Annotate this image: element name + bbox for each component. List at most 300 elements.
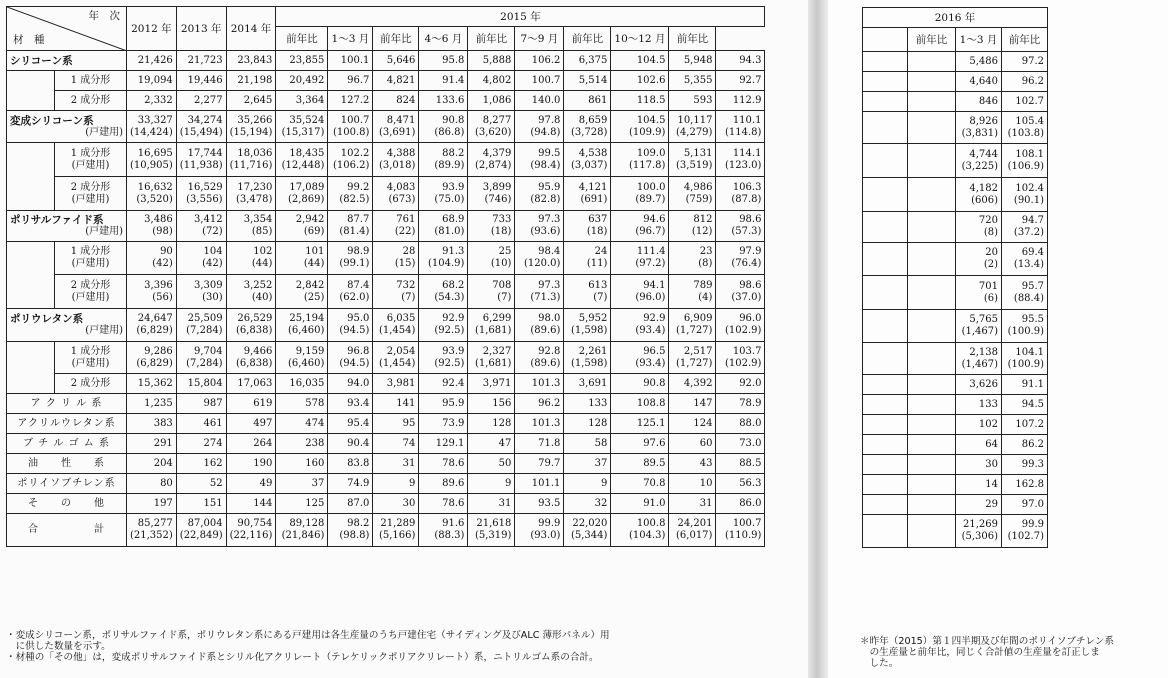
value: 94.5 — [1021, 398, 1044, 410]
value: 94.6 — [643, 214, 666, 225]
value: 23,843 — [237, 54, 273, 66]
value-cell — [328, 454, 373, 474]
value: 701 — [978, 280, 998, 292]
value: 118.5 — [636, 94, 666, 106]
value-cell — [468, 394, 515, 414]
value: 6,299 — [482, 313, 512, 324]
value: 162 — [203, 457, 223, 469]
row-label-main: 2 成分形 — [70, 377, 111, 389]
value: 2,842 — [295, 279, 325, 291]
value: 18,435 — [289, 147, 325, 159]
value: 47 — [498, 437, 512, 449]
value-cell — [515, 177, 564, 211]
value: 90.8 — [643, 377, 666, 389]
value-cell — [276, 177, 328, 211]
value-cell — [716, 342, 765, 374]
header-sub: 前年比 — [908, 28, 956, 52]
value: 17,230 — [237, 181, 273, 193]
value-cell — [176, 514, 226, 547]
table-row — [7, 494, 765, 514]
value: 10 — [699, 477, 713, 489]
table-row — [863, 72, 1048, 92]
value-cell — [373, 434, 419, 454]
row-label — [55, 342, 127, 374]
value-cell — [226, 374, 276, 394]
value: 129.1 — [435, 437, 465, 449]
value-detached: (7) — [593, 291, 608, 303]
value: 2,942 — [295, 214, 325, 225]
value-detached: (104.9) — [427, 258, 465, 269]
value: 98.9 — [347, 246, 370, 257]
value-detached: (1,727) — [676, 325, 713, 336]
value-cell — [226, 414, 276, 434]
value-cell — [328, 474, 373, 494]
value-detached: (3,620) — [474, 126, 512, 138]
value: 3,899 — [482, 181, 512, 193]
value-cell — [127, 342, 177, 374]
row-indent — [7, 275, 55, 309]
value: 593 — [693, 94, 713, 106]
value: 91.1 — [1021, 378, 1044, 390]
value: 99.3 — [1021, 458, 1044, 470]
row-label-sub: (戸建用) — [71, 258, 110, 269]
row-label: 合 計 — [7, 514, 127, 547]
value-detached: (106.2) — [332, 159, 370, 171]
value-cell — [468, 242, 515, 275]
row-label: そ の 他 — [7, 494, 127, 514]
value-cell — [1002, 415, 1048, 435]
value: 124 — [693, 417, 713, 429]
value-cell — [1002, 112, 1048, 144]
value: 97.8 — [538, 114, 561, 126]
value: 92.9 — [643, 313, 666, 324]
value-detached: (22,849) — [179, 530, 223, 541]
value: 2,645 — [243, 94, 273, 106]
value: 761 — [396, 214, 416, 225]
value: 31 — [699, 497, 713, 509]
value-cell — [515, 242, 564, 275]
value-detached: (1,454) — [378, 357, 416, 369]
value-detached: (1,727) — [676, 357, 713, 369]
value: 141 — [396, 397, 416, 409]
value-detached: (6,460) — [287, 325, 325, 336]
value-cell — [276, 494, 328, 514]
value-cell — [716, 111, 765, 143]
row-label — [7, 309, 127, 342]
value-cell — [564, 211, 611, 242]
value-detached: (22,116) — [229, 530, 273, 541]
value-cell — [328, 434, 373, 454]
value-detached: (10) — [490, 258, 512, 269]
table-row — [863, 395, 1048, 415]
value-detached: (5,344) — [570, 530, 608, 541]
value: 97.9 — [739, 246, 762, 257]
value: 23 — [699, 246, 713, 257]
blank-cell — [863, 276, 908, 310]
value-detached: (13.4) — [1013, 259, 1044, 270]
value: 91.0 — [643, 497, 666, 509]
value-cell — [276, 71, 328, 91]
value-detached: (88.3) — [434, 530, 465, 541]
value-cell — [669, 211, 716, 242]
blank-cell — [908, 178, 956, 212]
value-detached: (96.0) — [635, 291, 666, 303]
table-row — [863, 515, 1048, 548]
value-cell — [419, 51, 468, 71]
value-cell — [176, 242, 226, 275]
value: 4,744 — [969, 148, 998, 160]
header-material-label: 材 種 — [13, 34, 45, 46]
value: 96.8 — [347, 345, 370, 357]
value-cell — [373, 177, 419, 211]
table-row — [863, 435, 1048, 455]
value-cell — [328, 494, 373, 514]
value-detached: (37.0) — [731, 291, 762, 303]
value-cell — [1002, 375, 1048, 395]
value-detached: (100.9) — [1007, 326, 1044, 337]
value: 79.7 — [538, 457, 561, 469]
value-cell — [419, 242, 468, 275]
value: 100.7 — [340, 114, 370, 126]
value-cell — [127, 143, 177, 177]
value-cell — [564, 71, 611, 91]
blank-cell — [908, 243, 956, 276]
value: 8,471 — [386, 114, 416, 126]
row-label: ブ チ ル ゴ ム 系 — [7, 434, 127, 454]
value: 99.5 — [538, 147, 561, 159]
value-cell — [373, 514, 419, 547]
blank-cell — [863, 52, 908, 72]
value-cell — [1002, 243, 1048, 276]
row-label-sub: (戸建用) — [71, 291, 110, 303]
value-cell — [468, 414, 515, 434]
value-cell — [564, 51, 611, 71]
value: 95 — [402, 417, 416, 429]
blank-cell — [863, 72, 908, 92]
blank-cell — [908, 112, 956, 144]
value-detached: (56) — [152, 291, 173, 303]
value: 104 — [203, 246, 223, 257]
value: 4,640 — [969, 75, 998, 87]
value: 89,128 — [289, 518, 325, 529]
value-cell — [419, 514, 468, 547]
value-detached: (117.8) — [629, 159, 666, 171]
row-label-main: 1 成分形 — [70, 246, 111, 257]
table-row — [7, 177, 765, 211]
value-detached: (11,716) — [229, 159, 273, 171]
value-cell — [276, 374, 328, 394]
value-detached: (5,306) — [961, 531, 998, 542]
row-label — [55, 374, 127, 394]
blank-cell — [908, 212, 956, 243]
value-cell — [611, 374, 669, 394]
value-cell — [956, 475, 1002, 495]
value-detached: (40) — [251, 291, 273, 303]
value-detached: (89.7) — [635, 193, 666, 205]
value: 3,981 — [386, 377, 416, 389]
value: 5,646 — [386, 54, 416, 66]
value-detached: (25) — [303, 291, 325, 303]
value-detached: (3,691) — [378, 126, 416, 138]
value-cell — [1002, 178, 1048, 212]
blank-cell — [863, 243, 908, 276]
row-label-sub: (戸建用) — [85, 325, 123, 336]
value-detached: (1,681) — [474, 325, 512, 336]
value-cell — [669, 177, 716, 211]
blank-cell — [863, 178, 908, 212]
header-year-2015: 2015 年 — [276, 7, 765, 27]
value-detached: (89.9) — [434, 159, 465, 171]
value-cell — [611, 309, 669, 342]
row-label-main: 変成シリコーン系 — [10, 114, 94, 127]
value-cell — [276, 342, 328, 374]
value-cell — [373, 51, 419, 71]
value-cell — [611, 143, 669, 177]
value-cell — [515, 309, 564, 342]
value: 197 — [153, 497, 173, 509]
value-cell — [176, 494, 226, 514]
value: 96.2 — [1021, 75, 1044, 87]
value-cell — [564, 434, 611, 454]
value-detached: (100.9) — [1007, 358, 1044, 370]
value-detached: (15) — [394, 258, 416, 269]
value-cell — [226, 91, 276, 111]
value-detached: (10,905) — [130, 159, 173, 171]
value-cell — [419, 434, 468, 454]
value-cell — [1002, 455, 1048, 475]
value-detached: (6) — [983, 292, 998, 304]
value-cell — [1002, 92, 1048, 112]
blank-cell — [908, 455, 956, 475]
value: 140.0 — [531, 94, 561, 106]
value-cell — [468, 342, 515, 374]
value-detached: (42) — [202, 258, 223, 269]
value: 96.2 — [538, 397, 561, 409]
value: 111.4 — [636, 246, 666, 257]
value: 96.5 — [643, 345, 666, 357]
value: 100.7 — [531, 74, 561, 86]
value: 98.6 — [739, 214, 762, 225]
blank-cell — [863, 515, 908, 548]
value-cell — [611, 414, 669, 434]
value-cell — [564, 514, 611, 547]
value: 43 — [699, 457, 713, 469]
value: 151 — [203, 497, 223, 509]
value-cell — [226, 514, 276, 547]
value-cell — [956, 52, 1002, 72]
value: 264 — [253, 437, 273, 449]
value: 58 — [594, 437, 608, 449]
value: 824 — [396, 94, 416, 106]
value-detached: (42) — [152, 258, 173, 269]
value: 4,379 — [482, 147, 512, 159]
value-detached: (3,556) — [186, 193, 223, 205]
value-cell — [127, 494, 177, 514]
value: 383 — [153, 417, 173, 429]
blank-cell — [908, 52, 956, 72]
value-cell — [956, 243, 1002, 276]
value-cell — [419, 394, 468, 414]
value-cell — [226, 51, 276, 71]
value-cell — [226, 71, 276, 91]
value: 31 — [402, 457, 416, 469]
row-label — [55, 242, 127, 275]
row-label-main: 2 成分形 — [70, 181, 111, 193]
header-sub: 前年比 — [669, 27, 716, 51]
header-sub: 1～3 月 — [328, 27, 373, 51]
value: 21,723 — [187, 54, 223, 66]
value-cell — [611, 514, 669, 547]
footnotes-right — [860, 636, 1160, 669]
value-cell — [611, 342, 669, 374]
value-cell — [419, 374, 468, 394]
value-cell — [515, 394, 564, 414]
row-label-main: 1 成分形 — [70, 74, 111, 86]
value-cell — [956, 415, 1002, 435]
value-cell — [669, 434, 716, 454]
value-cell — [127, 211, 177, 242]
value-detached: (123.0) — [725, 159, 762, 171]
value-detached: (14,424) — [130, 126, 173, 138]
value-detached: (8) — [983, 227, 998, 238]
value-cell — [127, 177, 177, 211]
value-cell — [564, 275, 611, 309]
value-detached: (3,520) — [136, 193, 173, 205]
blank-cell — [908, 276, 956, 310]
value-detached: (93.4) — [635, 357, 666, 369]
value: 97.2 — [1021, 55, 1044, 67]
value: 9 — [505, 477, 512, 489]
value-cell — [373, 309, 419, 342]
value-cell — [419, 275, 468, 309]
table-row — [7, 71, 765, 91]
value-cell — [669, 514, 716, 547]
value-detached: (3,728) — [570, 126, 608, 138]
row-indent — [7, 177, 55, 211]
value: 92.7 — [739, 74, 762, 86]
value-detached: (103.8) — [1007, 127, 1044, 139]
value-cell — [373, 474, 419, 494]
row-label-main: ポリウレタン系 — [10, 313, 84, 325]
value-cell — [328, 394, 373, 414]
value-cell — [373, 275, 419, 309]
header-year-2014: 2014 年 — [226, 7, 276, 51]
value: 461 — [203, 417, 223, 429]
value: 9 — [409, 477, 416, 489]
value-cell — [716, 143, 765, 177]
value-detached: (2) — [983, 259, 998, 270]
value-cell — [669, 454, 716, 474]
value: 162.8 — [1015, 478, 1044, 490]
value-cell — [419, 474, 468, 494]
value: 15,804 — [187, 377, 223, 389]
value-cell — [515, 514, 564, 547]
row-label — [55, 143, 127, 177]
value-cell — [127, 434, 177, 454]
value-detached: (89.6) — [530, 357, 561, 369]
value-detached: (759) — [685, 193, 713, 205]
value: 98.4 — [538, 246, 561, 257]
value: 125 — [305, 497, 325, 509]
value-detached: (12,448) — [281, 159, 325, 171]
value-cell — [419, 309, 468, 342]
value-cell — [328, 111, 373, 143]
value-cell — [468, 51, 515, 71]
value-detached: (11,938) — [179, 159, 223, 171]
value: 3,971 — [482, 377, 512, 389]
table-row — [863, 495, 1048, 515]
value-cell — [419, 414, 468, 434]
value-detached: (3,225) — [961, 160, 998, 172]
value-detached: (1,598) — [570, 325, 608, 336]
value: 28 — [402, 246, 416, 257]
value: 4,083 — [386, 181, 416, 193]
row-label: ポリイソブチレン系 — [7, 474, 127, 494]
value-cell — [669, 143, 716, 177]
table-row — [7, 143, 765, 177]
value: 96.0 — [739, 313, 762, 324]
value-cell — [276, 514, 328, 547]
value: 5,514 — [578, 74, 608, 86]
value: 97.3 — [538, 279, 561, 291]
value: 107.2 — [1015, 418, 1044, 430]
value-detached: (102.9) — [725, 357, 762, 369]
value: 8,659 — [578, 114, 608, 126]
value: 52 — [209, 477, 223, 489]
value-cell — [419, 177, 468, 211]
row-label: アクリルウレタン系 — [7, 414, 127, 434]
value: 1,086 — [482, 94, 512, 106]
value-cell — [564, 474, 611, 494]
value: 21,269 — [963, 519, 998, 530]
value-cell — [564, 91, 611, 111]
value: 23,855 — [289, 54, 325, 66]
value: 2,517 — [683, 345, 713, 357]
value: 160 — [305, 457, 325, 469]
value-cell — [716, 374, 765, 394]
value-detached: (673) — [388, 193, 416, 205]
value-cell — [468, 177, 515, 211]
table-row — [863, 343, 1048, 375]
value-cell — [468, 494, 515, 514]
value-detached: (54.3) — [434, 291, 465, 303]
value: 97.0 — [1021, 498, 1044, 510]
value-cell — [373, 454, 419, 474]
table-row — [863, 415, 1048, 435]
value-detached: (6,460) — [287, 357, 325, 369]
value-cell — [611, 394, 669, 414]
row-indent — [7, 242, 55, 275]
value: 22,020 — [572, 518, 608, 529]
value-cell — [328, 242, 373, 275]
value-cell — [515, 71, 564, 91]
value: 97.6 — [643, 437, 666, 449]
value: 17,089 — [289, 181, 325, 193]
value-detached: (98.4) — [530, 159, 561, 171]
value-detached: (92.5) — [434, 325, 465, 336]
table-row — [863, 310, 1048, 343]
blank-cell — [908, 395, 956, 415]
row-label — [55, 275, 127, 309]
value-detached: (85) — [251, 226, 273, 237]
value: 92.0 — [739, 377, 762, 389]
value-cell — [956, 112, 1002, 144]
value-cell — [127, 242, 177, 275]
value-detached: (99.1) — [339, 258, 370, 269]
value: 104.5 — [636, 114, 666, 126]
value-cell — [468, 71, 515, 91]
value: 60 — [699, 437, 713, 449]
